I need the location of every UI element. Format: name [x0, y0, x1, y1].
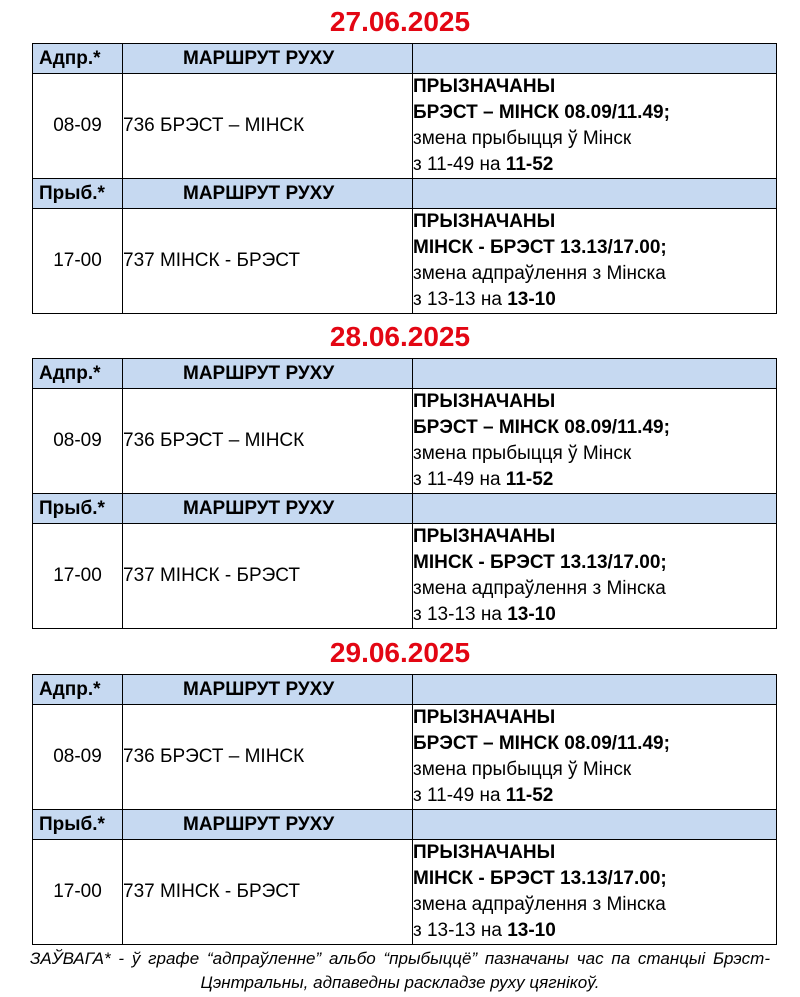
- note-from: з 13-13 на: [413, 604, 508, 625]
- schedule-table: [32, 43, 777, 314]
- header-route-label: МАРШРУТ РУХУ: [123, 359, 413, 389]
- train-row: [33, 524, 777, 629]
- note-change: змена адпраўлення з Мінска: [413, 578, 666, 599]
- note-title: ПРЫЗНАЧАНЫ: [413, 76, 556, 97]
- note-train: МІНСК - БРЭСТ 13.13/17.00;: [413, 868, 667, 889]
- note-time-change: [413, 467, 776, 493]
- train-notes: [413, 840, 777, 945]
- header-route-label: МАРШРУТ РУХУ: [123, 675, 413, 705]
- schedule-table: [32, 674, 777, 945]
- note-time-change: [413, 783, 776, 809]
- train-row: [33, 389, 777, 494]
- note-title: ПРЫЗНАЧАНЫ: [413, 707, 556, 728]
- header-departure-label: Адпр.*: [33, 675, 123, 705]
- note-time-change: [413, 602, 776, 628]
- note-train: БРЭСТ – МІНСК 08.09/11.49;: [413, 733, 670, 754]
- train-time: 17-00: [33, 840, 123, 945]
- note-title: ПРЫЗНАЧАНЫ: [413, 526, 556, 547]
- header-empty-cell: [413, 179, 777, 209]
- train-route: 737 МІНСК - БРЭСТ: [123, 840, 413, 945]
- note-to: 13-10: [507, 604, 556, 625]
- note-title: ПРЫЗНАЧАНЫ: [413, 842, 556, 863]
- header-row-arrival: [33, 494, 777, 524]
- header-route-label: МАРШРУТ РУХУ: [123, 810, 413, 840]
- footnote: ЗАЎВАГА* - ў графе “адпраўленне” альбо “прыбыццё” пазначаны час па станцыі Брэст-Цэнтральны, адпаведны раскладзе руху цягнікоў.: [30, 949, 770, 992]
- header-empty-cell: [413, 44, 777, 74]
- train-row: [33, 705, 777, 810]
- note-train: БРЭСТ – МІНСК 08.09/11.49;: [413, 417, 670, 438]
- train-notes: [413, 209, 777, 314]
- train-notes: [413, 389, 777, 494]
- train-notes: [413, 74, 777, 179]
- header-route-label: МАРШРУТ РУХУ: [123, 494, 413, 524]
- train-route: 737 МІНСК - БРЭСТ: [123, 524, 413, 629]
- note-title: ПРЫЗНАЧАНЫ: [413, 391, 556, 412]
- header-row-departure: [33, 675, 777, 705]
- note-from: з 11-49 на: [413, 469, 506, 490]
- note-train: МІНСК - БРЭСТ 13.13/17.00;: [413, 237, 667, 258]
- train-route: 736 БРЭСТ – МІНСК: [123, 74, 413, 179]
- train-route: 736 БРЭСТ – МІНСК: [123, 389, 413, 494]
- train-row: [33, 209, 777, 314]
- header-departure-label: Адпр.*: [33, 44, 123, 74]
- header-route-label: МАРШРУТ РУХУ: [123, 44, 413, 74]
- train-route: 736 БРЭСТ – МІНСК: [123, 705, 413, 810]
- header-departure-label: Адпр.*: [33, 359, 123, 389]
- note-change: змена прыбыцця ў Мінск: [413, 443, 632, 464]
- note-time-change: [413, 152, 776, 178]
- train-row: [33, 840, 777, 945]
- note-train: МІНСК - БРЭСТ 13.13/17.00;: [413, 552, 667, 573]
- train-time: 08-09: [33, 389, 123, 494]
- note-time-change: [413, 918, 776, 944]
- train-notes: [413, 524, 777, 629]
- note-train: БРЭСТ – МІНСК 08.09/11.49;: [413, 102, 670, 123]
- header-row-arrival: [33, 810, 777, 840]
- note-to: 11-52: [505, 785, 554, 806]
- train-time: 17-00: [33, 524, 123, 629]
- note-title: ПРЫЗНАЧАНЫ: [413, 211, 556, 232]
- note-to: 11-52: [505, 469, 554, 490]
- note-to: 11-52: [505, 154, 554, 175]
- header-route-label: МАРШРУТ РУХУ: [123, 179, 413, 209]
- train-notes: [413, 705, 777, 810]
- train-time: 08-09: [33, 74, 123, 179]
- schedule-table: [32, 358, 777, 629]
- note-from: з 13-13 на: [413, 920, 508, 941]
- header-empty-cell: [413, 359, 777, 389]
- note-from: з 13-13 на: [413, 289, 508, 310]
- day-title: 28.06.2025: [329, 321, 471, 352]
- day-title: 29.06.2025: [329, 637, 471, 668]
- day-title: 27.06.2025: [329, 6, 471, 37]
- note-time-change: [413, 287, 776, 313]
- header-row-arrival: [33, 179, 777, 209]
- header-arrival-label: Прыб.*: [33, 179, 123, 209]
- note-from: з 11-49 на: [413, 154, 506, 175]
- train-time: 08-09: [33, 705, 123, 810]
- header-arrival-label: Прыб.*: [33, 494, 123, 524]
- header-row-departure: [33, 359, 777, 389]
- note-change: змена адпраўлення з Мінска: [413, 894, 666, 915]
- note-from: з 11-49 на: [413, 785, 506, 806]
- train-route: 737 МІНСК - БРЭСТ: [123, 209, 413, 314]
- header-empty-cell: [413, 675, 777, 705]
- train-row: [33, 74, 777, 179]
- note-change: змена адпраўлення з Мінска: [413, 263, 666, 284]
- header-row-departure: [33, 44, 777, 74]
- header-empty-cell: [413, 494, 777, 524]
- header-empty-cell: [413, 810, 777, 840]
- train-time: 17-00: [33, 209, 123, 314]
- header-arrival-label: Прыб.*: [33, 810, 123, 840]
- note-to: 13-10: [507, 289, 556, 310]
- note-to: 13-10: [507, 920, 556, 941]
- note-change: змена прыбыцця ў Мінск: [413, 128, 632, 149]
- note-change: змена прыбыцця ў Мінск: [413, 759, 632, 780]
